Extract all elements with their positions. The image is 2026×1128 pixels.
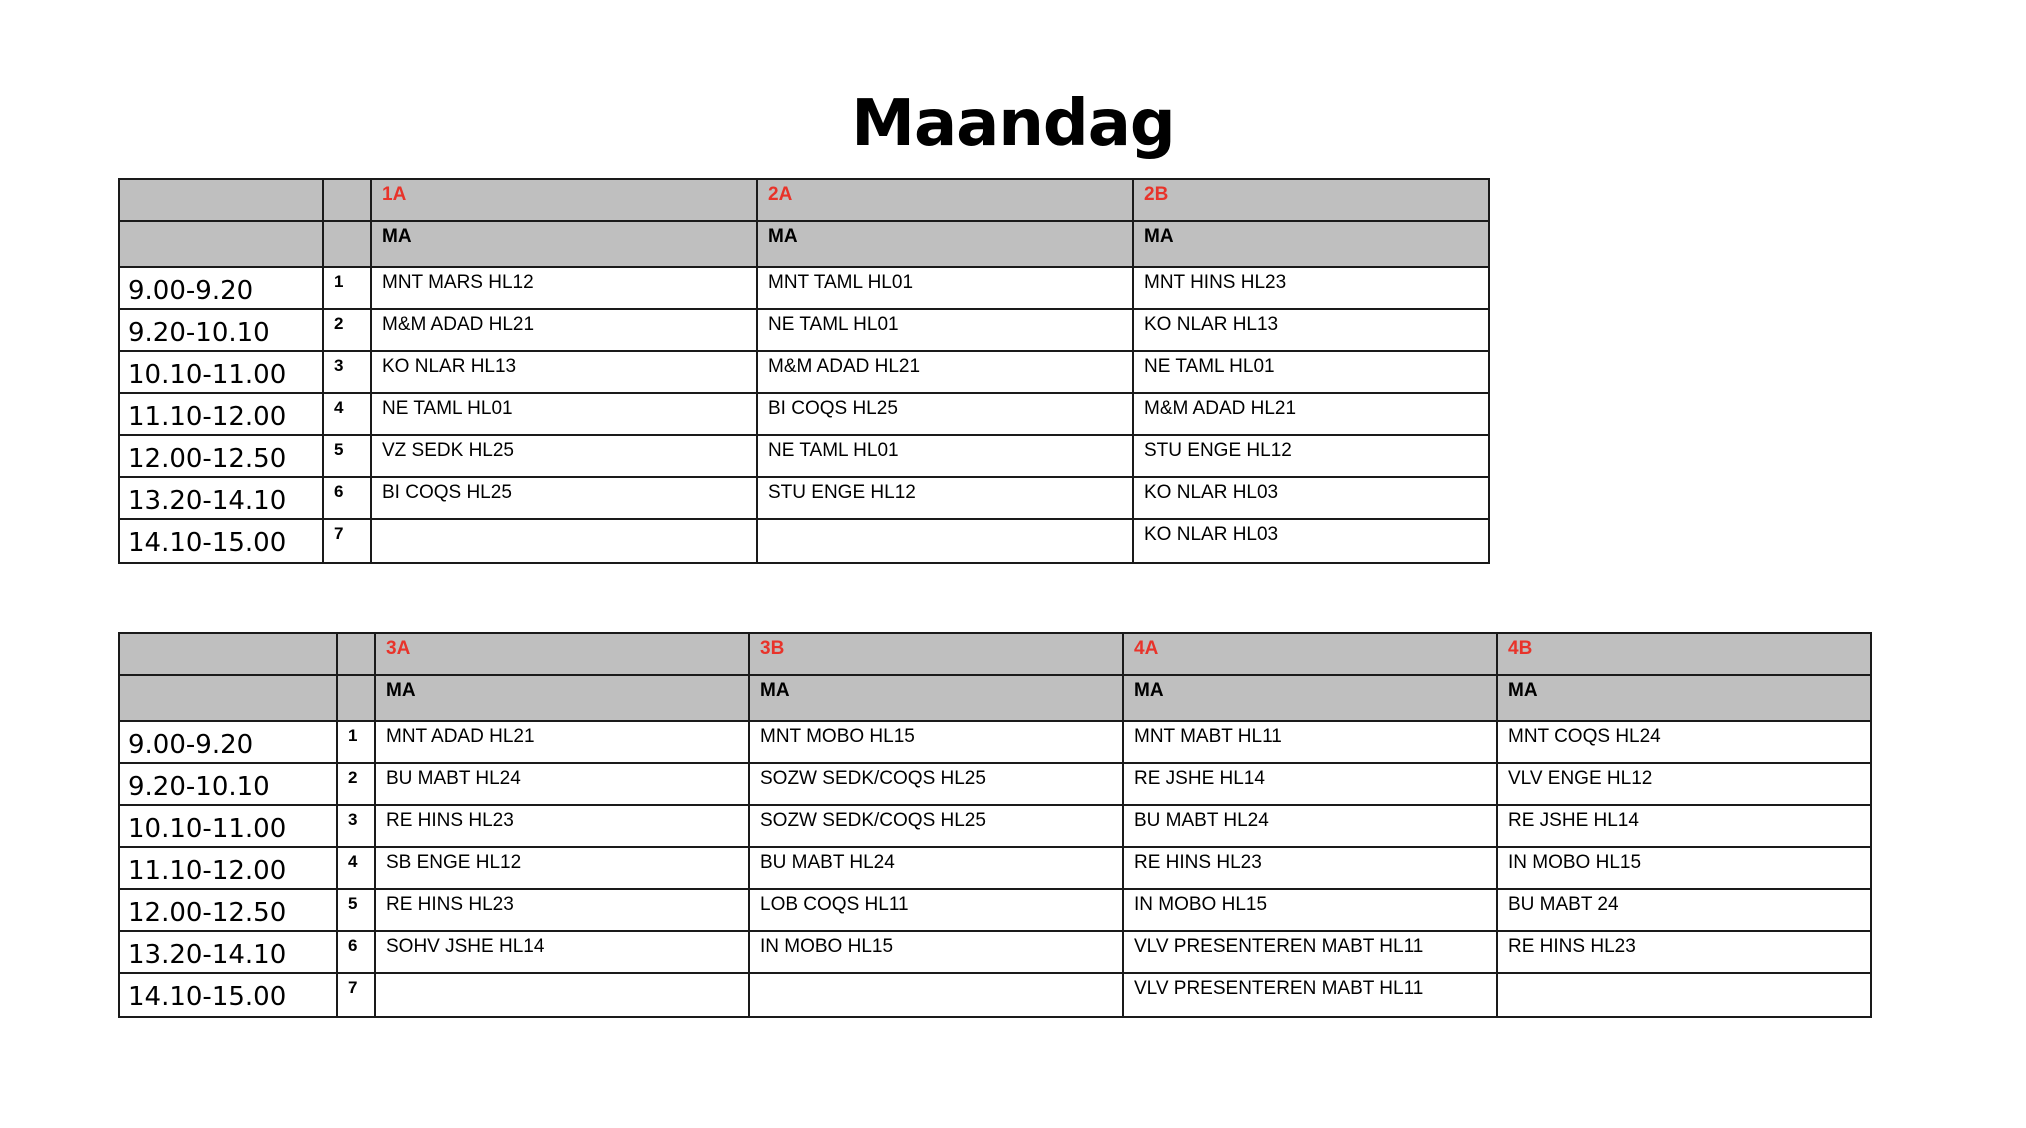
lesson-cell: RE HINS HL23 bbox=[375, 889, 749, 931]
lesson-cell: MNT MABT HL11 bbox=[1123, 721, 1497, 763]
class-header: 3B bbox=[749, 633, 1123, 675]
lesson-cell: KO NLAR HL03 bbox=[1133, 477, 1489, 519]
lesson-cell: STU ENGE HL12 bbox=[1133, 435, 1489, 477]
lesson-cell bbox=[371, 519, 757, 563]
lesson-cell bbox=[749, 973, 1123, 1017]
period-number: 7 bbox=[337, 973, 375, 1017]
lesson-cell: MNT MOBO HL15 bbox=[749, 721, 1123, 763]
table-row bbox=[119, 847, 1871, 889]
class-header: 4B bbox=[1497, 633, 1871, 675]
time-cell: 9.00-9.20 bbox=[119, 721, 337, 763]
table-row bbox=[119, 889, 1871, 931]
day-header-row bbox=[119, 675, 1871, 721]
lesson-cell bbox=[1497, 973, 1871, 1017]
time-cell: 10.10-11.00 bbox=[119, 805, 337, 847]
class-header: 2B bbox=[1133, 179, 1489, 221]
lesson-cell bbox=[375, 973, 749, 1017]
table-row bbox=[119, 393, 1489, 435]
period-number: 2 bbox=[323, 309, 371, 351]
class-header-row bbox=[119, 633, 1871, 675]
class-header-row bbox=[119, 179, 1489, 221]
lesson-cell: IN MOBO HL15 bbox=[1497, 847, 1871, 889]
lesson-cell: RE JSHE HL14 bbox=[1497, 805, 1871, 847]
period-number: 2 bbox=[337, 763, 375, 805]
class-header: 4A bbox=[1123, 633, 1497, 675]
lesson-cell bbox=[757, 519, 1133, 563]
lesson-cell: RE JSHE HL14 bbox=[1123, 763, 1497, 805]
lesson-cell: BU MABT 24 bbox=[1497, 889, 1871, 931]
day-header: MA bbox=[1497, 675, 1871, 721]
lesson-cell: NE TAML HL01 bbox=[757, 435, 1133, 477]
lesson-cell: KO NLAR HL03 bbox=[1133, 519, 1489, 563]
lesson-cell: SOHV JSHE HL14 bbox=[375, 931, 749, 973]
period-number: 7 bbox=[323, 519, 371, 563]
day-header: MA bbox=[1123, 675, 1497, 721]
time-cell: 9.00-9.20 bbox=[119, 267, 323, 309]
lesson-cell: VLV PRESENTEREN MABT HL11 bbox=[1123, 931, 1497, 973]
table-row bbox=[119, 931, 1871, 973]
time-cell: 12.00-12.50 bbox=[119, 435, 323, 477]
lesson-cell: SB ENGE HL12 bbox=[375, 847, 749, 889]
lesson-cell: NE TAML HL01 bbox=[757, 309, 1133, 351]
schedule-table-2 bbox=[118, 632, 1872, 1018]
table-row bbox=[119, 351, 1489, 393]
time-cell: 13.20-14.10 bbox=[119, 477, 323, 519]
time-cell: 11.10-12.00 bbox=[119, 393, 323, 435]
table-row bbox=[119, 805, 1871, 847]
lesson-cell: RE HINS HL23 bbox=[375, 805, 749, 847]
period-number: 5 bbox=[323, 435, 371, 477]
lesson-cell: KO NLAR HL13 bbox=[371, 351, 757, 393]
schedule-table-1 bbox=[118, 178, 1490, 564]
day-header-row bbox=[119, 221, 1489, 267]
period-number: 1 bbox=[337, 721, 375, 763]
lesson-cell: NE TAML HL01 bbox=[371, 393, 757, 435]
lesson-cell: M&M ADAD HL21 bbox=[1133, 393, 1489, 435]
lesson-cell: KO NLAR HL13 bbox=[1133, 309, 1489, 351]
period-number: 4 bbox=[337, 847, 375, 889]
period-number: 5 bbox=[337, 889, 375, 931]
table-row bbox=[119, 519, 1489, 563]
time-cell: 10.10-11.00 bbox=[119, 351, 323, 393]
lesson-cell: BU MABT HL24 bbox=[749, 847, 1123, 889]
time-cell: 14.10-15.00 bbox=[119, 519, 323, 563]
lesson-cell: MNT ADAD HL21 bbox=[375, 721, 749, 763]
table-row bbox=[119, 309, 1489, 351]
day-header: MA bbox=[749, 675, 1123, 721]
period-number: 3 bbox=[337, 805, 375, 847]
table-row bbox=[119, 435, 1489, 477]
lesson-cell: IN MOBO HL15 bbox=[749, 931, 1123, 973]
table-row bbox=[119, 973, 1871, 1017]
time-cell: 11.10-12.00 bbox=[119, 847, 337, 889]
lesson-cell: BU MABT HL24 bbox=[1123, 805, 1497, 847]
table-row bbox=[119, 721, 1871, 763]
time-cell: 9.20-10.10 bbox=[119, 763, 337, 805]
lesson-cell: M&M ADAD HL21 bbox=[757, 351, 1133, 393]
time-cell: 14.10-15.00 bbox=[119, 973, 337, 1017]
class-header: 1A bbox=[371, 179, 757, 221]
lesson-cell: VLV ENGE HL12 bbox=[1497, 763, 1871, 805]
lesson-cell: STU ENGE HL12 bbox=[757, 477, 1133, 519]
time-cell: 13.20-14.10 bbox=[119, 931, 337, 973]
lesson-cell: RE HINS HL23 bbox=[1497, 931, 1871, 973]
lesson-cell: VLV PRESENTEREN MABT HL11 bbox=[1123, 973, 1497, 1017]
lesson-cell: NE TAML HL01 bbox=[1133, 351, 1489, 393]
time-cell: 9.20-10.10 bbox=[119, 309, 323, 351]
day-header: MA bbox=[757, 221, 1133, 267]
lesson-cell: M&M ADAD HL21 bbox=[371, 309, 757, 351]
day-header: MA bbox=[375, 675, 749, 721]
lesson-cell: SOZW SEDK/COQS HL25 bbox=[749, 763, 1123, 805]
lesson-cell: BU MABT HL24 bbox=[375, 763, 749, 805]
table-row bbox=[119, 763, 1871, 805]
lesson-cell: RE HINS HL23 bbox=[1123, 847, 1497, 889]
day-header: MA bbox=[371, 221, 757, 267]
period-number: 3 bbox=[323, 351, 371, 393]
lesson-cell: BI COQS HL25 bbox=[371, 477, 757, 519]
page-title: Maandag bbox=[851, 87, 1175, 161]
lesson-cell: SOZW SEDK/COQS HL25 bbox=[749, 805, 1123, 847]
period-number: 1 bbox=[323, 267, 371, 309]
lesson-cell: MNT TAML HL01 bbox=[757, 267, 1133, 309]
period-number: 6 bbox=[323, 477, 371, 519]
day-header: MA bbox=[1133, 221, 1489, 267]
class-header: 3A bbox=[375, 633, 749, 675]
period-number: 4 bbox=[323, 393, 371, 435]
lesson-cell: LOB COQS HL11 bbox=[749, 889, 1123, 931]
lesson-cell: VZ SEDK HL25 bbox=[371, 435, 757, 477]
table-row bbox=[119, 477, 1489, 519]
class-header: 2A bbox=[757, 179, 1133, 221]
period-number: 6 bbox=[337, 931, 375, 973]
lesson-cell: BI COQS HL25 bbox=[757, 393, 1133, 435]
table-row bbox=[119, 267, 1489, 309]
lesson-cell: MNT MARS HL12 bbox=[371, 267, 757, 309]
lesson-cell: IN MOBO HL15 bbox=[1123, 889, 1497, 931]
time-cell: 12.00-12.50 bbox=[119, 889, 337, 931]
lesson-cell: MNT HINS HL23 bbox=[1133, 267, 1489, 309]
lesson-cell: MNT COQS HL24 bbox=[1497, 721, 1871, 763]
